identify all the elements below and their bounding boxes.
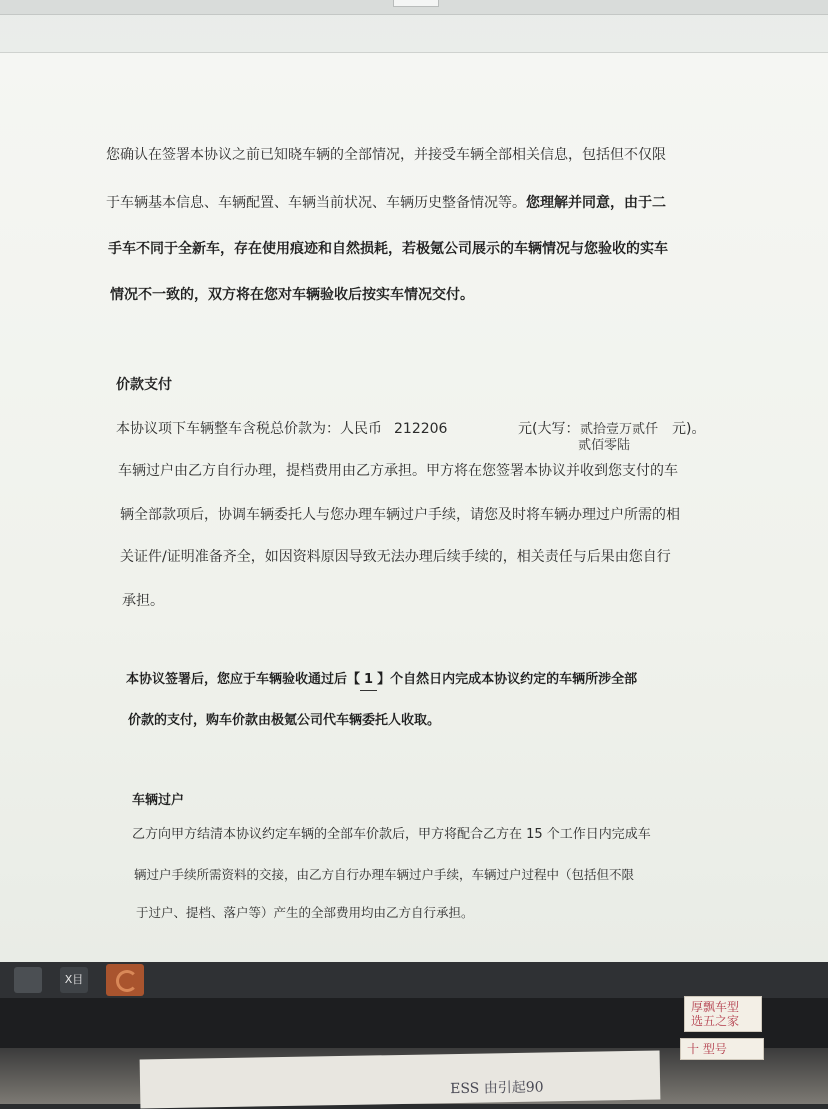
price-suffix-close: 元)。 xyxy=(672,421,706,437)
transfer-line-3: 于过户、提档、落户等）产生的全部费用均由乙方自行承担。 xyxy=(136,905,474,920)
payment-line-4: 关证件/证明准备齐全，如因资料原因导致无法办理后续手续的，相关责任与后果由您自行 xyxy=(120,549,671,565)
transfer-line-2: 辆过户手续所需资料的交接，由乙方自行办理车辆过户手续，车辆过户过程中（包括但不限 xyxy=(134,867,635,882)
transfer-heading: 车辆过户 xyxy=(132,793,185,808)
price-suffix-open: 元(大写： xyxy=(518,421,580,437)
term-prefix: 本协议签署后，您应于车辆验收通过后【 xyxy=(126,672,361,687)
sticky-note-top: 厚飘车型 选五之家 xyxy=(684,996,762,1032)
payment-line-2: 车辆过户由乙方自行办理，提档费用由乙方承担。甲方将在您签署本协议并收到您支付的车 xyxy=(118,463,678,479)
intro-line-4: 情况不一致的，双方将在您对车辆验收后按实车情况交付。 xyxy=(110,287,474,303)
payment-heading: 价款支付 xyxy=(116,377,172,393)
desk-paper xyxy=(140,1050,661,1108)
term-suffix: 】个自然日内完成本协议约定的车辆所涉全部 xyxy=(377,672,638,687)
transfer-line-1: 乙方向甲方结清本协议约定车辆的全部车价款后，甲方将配合乙方在 15 个工作日内完成车 xyxy=(132,827,651,842)
intro-line-1: 您确认在签署本协议之前已知晓车辆的全部情况，并接受车辆全部相关信息，包括但不仅限 xyxy=(106,147,666,163)
payment-line-3: 辆全部款项后，协调车辆委托人与您办理车辆过户手续，请您及时将车辆办理过户所需的相 xyxy=(120,507,680,523)
document-page xyxy=(0,52,828,962)
price-prefix: 本协议项下车辆整车含税总价款为：人民币 xyxy=(116,421,382,437)
price-value: 212206 xyxy=(394,421,448,437)
app-icon[interactable] xyxy=(14,967,42,993)
payment-line-5: 承担。 xyxy=(122,593,164,609)
window-tab[interactable] xyxy=(393,0,439,7)
window-top-bar xyxy=(0,0,828,15)
term-line-1 xyxy=(126,670,637,691)
paper-handwriting: ESS 由引起90 xyxy=(450,1079,544,1098)
refresh-app-icon[interactable] xyxy=(106,964,144,996)
excel-icon[interactable]: X目 xyxy=(60,967,88,993)
price-words-line-2: 贰佰零陆 xyxy=(578,438,631,453)
sticky-note-bottom: 十 型号 xyxy=(680,1038,764,1060)
term-line-2: 价款的支付，购车价款由极氪公司代车辆委托人收取。 xyxy=(128,713,441,728)
price-words-line-1: 贰拾壹万贰仟 xyxy=(580,422,659,437)
term-days: 1 xyxy=(360,670,377,691)
intro-line-2 xyxy=(106,193,666,213)
intro-line-2-bold: 您理解并同意，由于二 xyxy=(526,195,666,211)
intro-line-3: 手车不同于全新车，存在使用痕迹和自然损耗，若极氪公司展示的车辆情况与您验收的实车 xyxy=(108,241,668,257)
intro-line-2-normal: 于车辆基本信息、车辆配置、车辆当前状况、车辆历史整备情况等。 xyxy=(106,195,526,211)
